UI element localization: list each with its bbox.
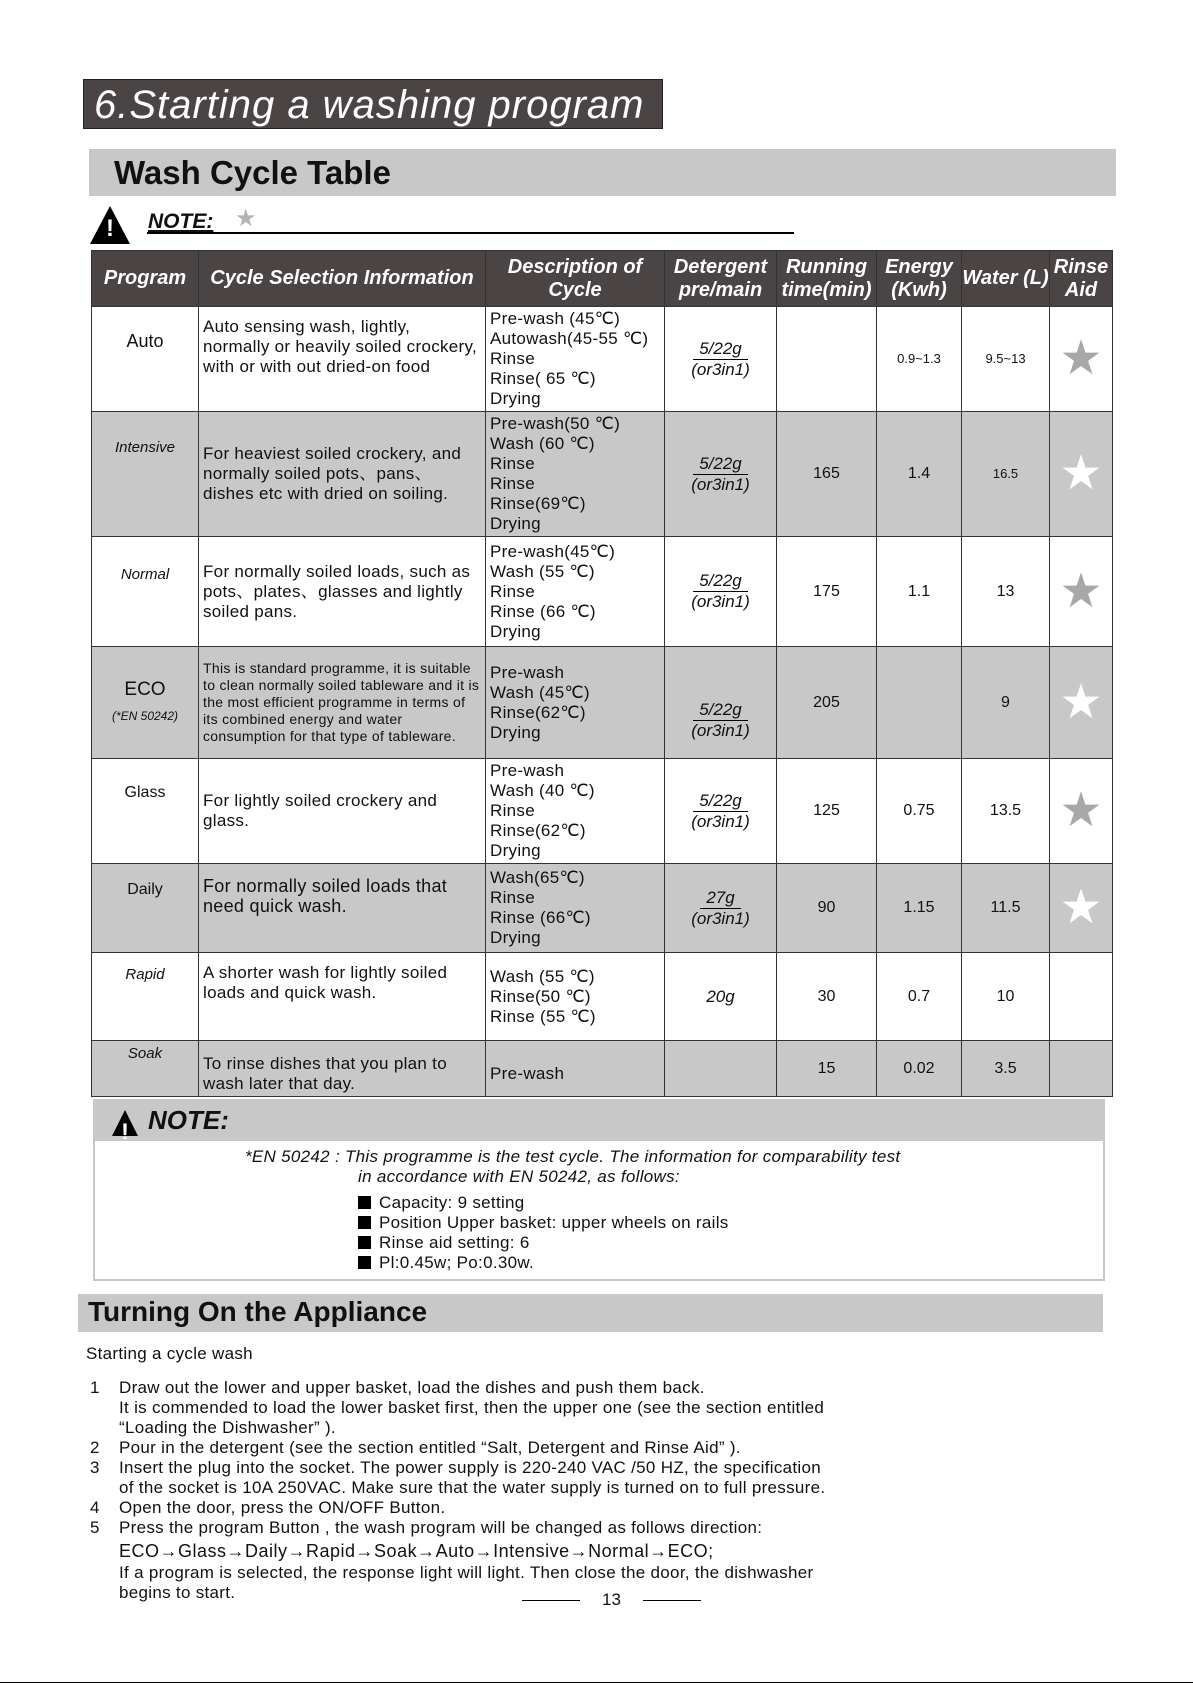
star-icon: ★ [1059,881,1103,934]
note-box [93,1139,1105,1281]
cycle-info: A shorter wash for lightly soiled loads and quick wash. [199,953,486,1041]
step-text: Press the program Button , the wash program will be changed as follows direction: [119,1518,763,1537]
step-text: Pour in the detergent (see the section entitled “Salt, Detergent and Rinse Aid” ). [119,1438,741,1457]
note-label: NOTE: [148,210,214,233]
detergent-cell [665,759,777,864]
cycle-description [486,307,665,412]
page-number [500,1590,723,1610]
detergent-amount: 5/22g [693,791,748,812]
subtitle: Wash Cycle Table [114,154,391,191]
desc-line: Rinse(69℃) [490,494,586,513]
desc-line: Wash (45℃) [490,682,590,702]
energy-value [877,647,962,759]
cycle-description [486,864,665,953]
detergent-alt: (or3in1) [691,908,750,928]
running-time: 165 [777,412,877,537]
desc-line: Pre-wash (45℃) [490,309,621,328]
water-value: 3.5 [962,1041,1050,1097]
warning-icon [90,206,130,244]
program-name-cell [92,647,199,759]
turning-on-bar [78,1294,1103,1332]
header-energy: Energy (Kwh) [877,251,962,307]
desc-line: Wash (55 ℃) [490,966,595,986]
water-value: 9.5~13 [962,307,1050,412]
cycle-description [486,953,665,1041]
desc-line: Drying [490,928,541,947]
rinse-aid-cell [1050,864,1113,953]
note-text-line1: *EN 50242 : This programme is the test cycle. The information for comparability test [245,1147,901,1166]
cycle-description [486,759,665,864]
header-description: Description of Cycle [486,251,665,307]
energy-value: 1.1 [877,537,962,647]
program-name: Rapid [92,953,199,1041]
desc-line: Pre-wash(50 ℃) [490,414,621,433]
desc-line: Rinse (66 ℃) [490,601,596,621]
note-bullet: Position Upper basket: upper wheels on rails [358,1213,729,1233]
turning-on-title: Turning On the Appliance [88,1296,428,1327]
desc-line: Drying [490,389,541,408]
desc-line: Drying [490,722,541,742]
water-value: 16.5 [962,412,1050,537]
energy-value: 0.02 [877,1041,962,1097]
program-name: ECO [124,678,166,700]
detergent-amount: 5/22g [693,571,748,592]
rinse-aid-cell [1050,953,1113,1041]
energy-value: 1.4 [877,412,962,537]
detergent-cell [665,647,777,759]
cycle-info: For normally soiled loads, such as pots、plates、glasses and lightly soiled pans. [199,537,486,647]
table-row [92,1041,1113,1097]
cycle-description [486,647,665,759]
desc-line: Pre-wash [490,662,565,682]
page-number-value: 13 [602,1590,621,1609]
header-running-time: Running time(min) [777,251,877,307]
step-text: It is commended to load the lower basket first, then the upper one (see the section entitled [119,1398,825,1417]
desc-line: Rinse(62℃) [490,702,586,722]
wash-cycle-table [91,250,1113,1097]
note-text-line2: in accordance with EN 50242, as follows: [358,1167,680,1186]
step-number: 5 [90,1518,100,1537]
cycle-description [486,412,665,537]
program-name: Normal [92,537,199,647]
desc-line: Wash (40 ℃) [490,781,595,800]
energy-value: 0.7 [877,953,962,1041]
detergent-cell [665,537,777,647]
turning-on-intro: Starting a cycle wash [86,1344,253,1363]
step-text: Draw out the lower and upper basket, load the dishes and push them back. [119,1378,705,1397]
running-time: 175 [777,537,877,647]
star-icon: ★ [1059,675,1103,729]
program-sequence: ECO→Glass→Daily→Rapid→Soak→Auto→Intensive→Normal→ECO; [119,1541,714,1561]
desc-line: Rinse [490,581,535,601]
detergent-amount: 20g [706,986,735,1006]
energy-value: 0.9~1.3 [877,307,962,412]
cycle-info: Auto sensing wash, lightly, normally or heavily soiled crockery, with or with out dried-on food [199,307,486,412]
step-text: Open the door, press the ON/OFF Button. [119,1498,446,1517]
note-bullet: Pl:0.45w; Po:0.30w. [358,1253,534,1273]
desc-line: Wash (55 ℃) [490,561,595,581]
program-name: Soak [92,1041,199,1097]
bottom-rule [0,1682,1193,1683]
cycle-info: This is standard programme, it is suitable to clean normally soiled tableware and it is the most efficient programme in terms of its combined energy and water consumption for that type of tableware. [199,647,486,759]
detergent-amount: 5/22g [693,339,748,360]
desc-line: Rinse [490,454,535,473]
detergent-cell [665,864,777,953]
cycle-info: For heaviest soiled crockery, and normally soiled pots、pans、dishes etc with dried on soiling. [199,412,486,537]
detergent-cell [665,1041,777,1097]
note-label: NOTE: [148,1105,229,1135]
note-underline [147,232,794,234]
step-text: of the socket is 10A 250VAC. Make sure that the water supply is turned on to full pressure. [119,1478,826,1497]
section-title: 6.Starting a washing program [83,79,663,129]
table-row [92,759,1113,864]
cycle-info: For normally soiled loads that need quick wash. [199,864,486,953]
cycle-info: To rinse dishes that you plan to wash later that day. [199,1041,486,1097]
cycle-info: For lightly soiled crockery and glass. [199,759,486,864]
desc-line: Drying [490,841,541,860]
cycle-description [486,537,665,647]
note-bullet: Rinse aid setting: 6 [358,1233,530,1253]
desc-line: Wash (60 ℃) [490,434,595,453]
detergent-alt: (or3in1) [691,359,750,379]
step-number: 1 [90,1378,100,1397]
program-name: Intensive [92,412,199,537]
program-name: Glass [92,759,199,864]
desc-line: Rinse [490,888,535,907]
running-time [777,307,877,412]
rinse-aid-cell [1050,647,1113,759]
detergent-amount: 5/22g [693,454,748,475]
rinse-aid-cell [1050,307,1113,412]
header-cycle-info: Cycle Selection Information [199,251,486,307]
desc-line: Rinse( 65 ℃) [490,369,596,388]
step-text: Insert the plug into the socket. The power supply is 220-240 VAC /50 HZ, the specification [119,1458,822,1477]
star-icon: ★ [1059,447,1103,500]
desc-line: Rinse [490,474,535,493]
running-time: 15 [777,1041,877,1097]
water-value: 11.5 [962,864,1050,953]
table-row [92,647,1113,759]
energy-value: 0.75 [877,759,962,864]
step-text: begins to start. [119,1583,236,1602]
water-value: 10 [962,953,1050,1041]
desc-line: Pre-wash(45℃) [490,541,616,561]
detergent-amount: 27g [700,888,740,909]
table-row [92,412,1113,537]
subtitle-bar [89,149,1116,196]
table-row [92,953,1113,1041]
table-row [92,864,1113,953]
note-bar [93,1099,1105,1139]
detergent-alt: (or3in1) [691,592,750,611]
rinse-aid-cell [1050,759,1113,864]
rinse-aid-cell [1050,1041,1113,1097]
desc-line: Wash(65℃) [490,868,585,887]
step-number: 4 [90,1498,100,1517]
star-icon: ★ [1059,564,1103,618]
star-icon: ★ [1059,332,1103,385]
step-text: “Loading the Dishwasher” ). [119,1418,336,1437]
detergent-amount: 5/22g [693,700,748,721]
table-row [92,307,1113,412]
cycle-description [486,1041,665,1097]
water-value: 13 [962,537,1050,647]
star-icon: ★ [235,205,257,232]
header-rinse-aid: Rinse Aid [1050,251,1113,307]
header-water: Water (L) [962,251,1050,307]
detergent-cell [665,307,777,412]
header-program: Program [92,251,199,307]
step-number: 3 [90,1458,100,1477]
water-value: 9 [962,647,1050,759]
detergent-cell [665,412,777,537]
desc-line: Rinse(62℃) [490,821,586,840]
desc-line: Pre-wash [490,1063,565,1083]
desc-line: Rinse (66℃) [490,908,591,927]
running-time: 125 [777,759,877,864]
desc-line: Autowash(45-55 ℃) [490,329,649,348]
program-subnote: (*EN 50242) [111,708,179,723]
desc-line: Drying [490,621,541,641]
running-time: 205 [777,647,877,759]
desc-line: Rinse (55 ℃) [490,1006,596,1026]
star-icon: ★ [1059,784,1103,837]
desc-line: Rinse(50 ℃) [490,986,591,1006]
table-row [92,537,1113,647]
warning-icon [112,1110,138,1136]
note-bullet: Capacity: 9 setting [358,1193,525,1213]
running-time: 90 [777,864,877,953]
step-text: If a program is selected, the response light will light. Then close the door, the dishwasher [119,1563,814,1582]
rinse-aid-cell [1050,412,1113,537]
detergent-alt: (or3in1) [691,474,750,494]
header-detergent: Detergent pre/main [665,251,777,307]
running-time: 30 [777,953,877,1041]
program-name: Daily [92,864,199,953]
desc-line: Drying [490,514,541,533]
detergent-alt: (or3in1) [691,721,750,740]
detergent-cell [665,953,777,1041]
desc-line: Rinse [490,349,535,368]
program-name: Auto [92,307,199,412]
water-value: 13.5 [962,759,1050,864]
rinse-aid-cell [1050,537,1113,647]
step-number: 2 [90,1438,100,1457]
desc-line: Pre-wash [490,761,565,780]
desc-line: Rinse [490,801,535,820]
detergent-alt: (or3in1) [691,811,750,831]
energy-value: 1.15 [877,864,962,953]
